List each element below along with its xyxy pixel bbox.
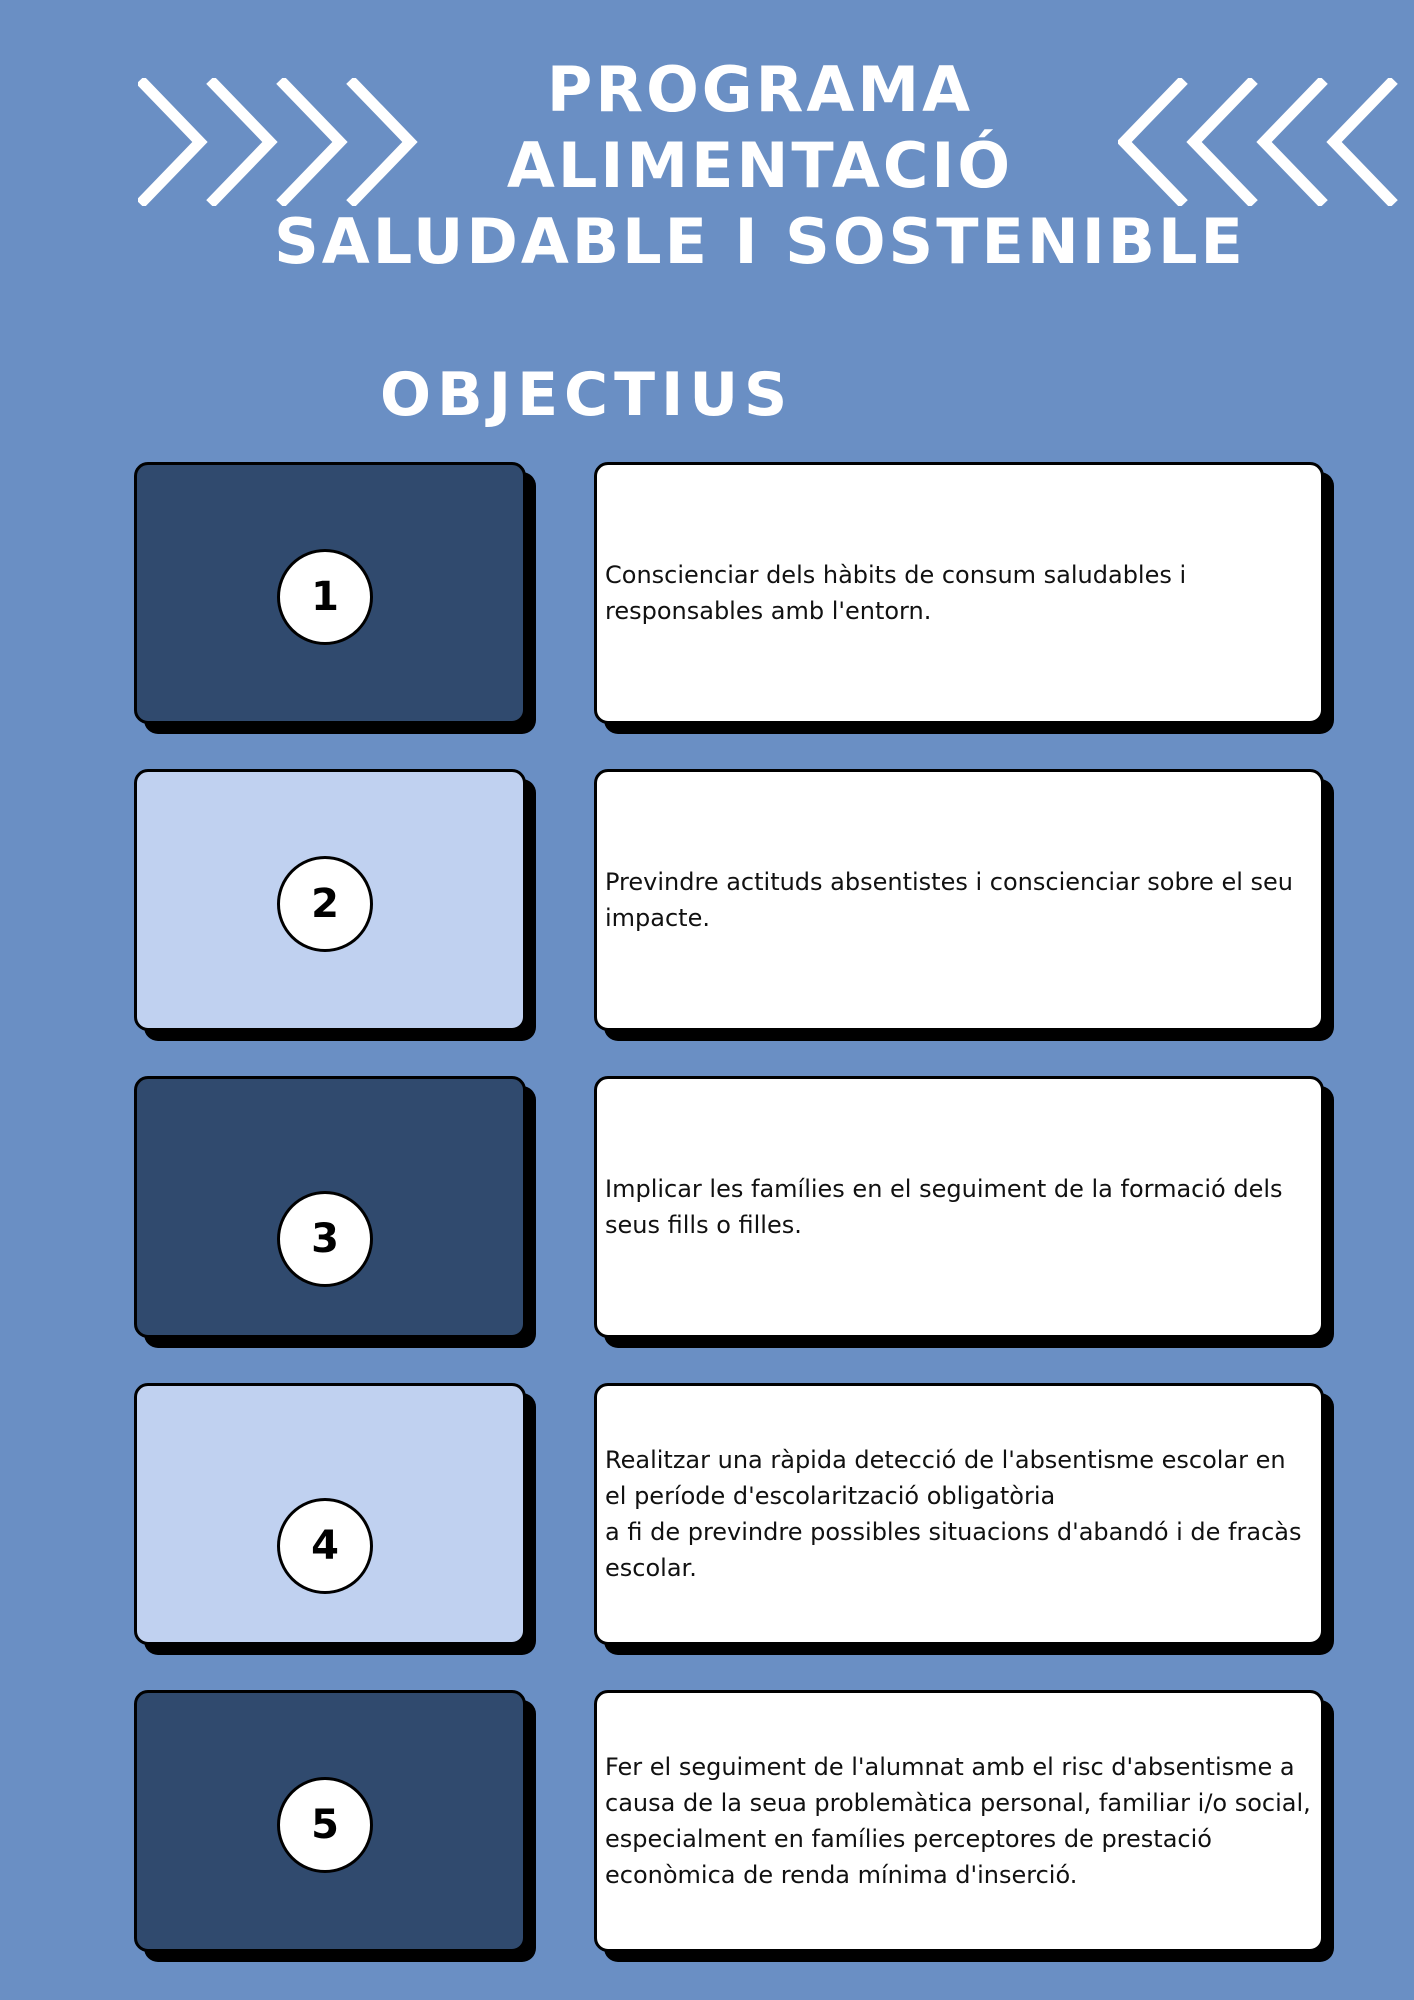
objective-number-badge: 2 — [277, 856, 373, 952]
page-title — [200, 52, 1320, 280]
objective-text: Implicar les famílies en el seguiment de la formació dels seus fills o filles. — [605, 1175, 1283, 1239]
objective-row-1 — [0, 462, 1414, 732]
objective-text: Fer el seguiment de l'alumnat amb el risc d'absentisme a causa de la seua problemàtica personal, familiar i/o social, especialment en famílies perceptores de prestació econòmica de renda mínima d'inserció. — [605, 1753, 1311, 1889]
objective-text: Realitzar una ràpida detecció de l'absentisme escolar en el període d'escolarització obligatòria a fi de previndre possibles situacions d'abandó i de fracàs escolar. — [605, 1446, 1302, 1582]
objective-text-card — [594, 1690, 1324, 1952]
objective-number-badge: 1 — [277, 549, 373, 645]
objective-text-card — [594, 1383, 1324, 1645]
title-line-3: SALUDABLE I SOSTENIBLE — [274, 205, 1246, 278]
objective-row-2 — [0, 769, 1414, 1039]
objective-number-card — [134, 1383, 526, 1645]
objective-row-4 — [0, 1383, 1414, 1653]
objective-row-3 — [0, 1076, 1414, 1346]
header — [0, 0, 1414, 300]
title-line-2: ALIMENTACIÓ — [506, 129, 1014, 202]
objective-text-card — [594, 462, 1324, 724]
objective-number-card — [134, 1690, 526, 1952]
objective-text: Previndre actituds absentistes i conscienciar sobre el seu impacte. — [605, 868, 1293, 932]
objective-number-badge: 5 — [277, 1777, 373, 1873]
section-title: OBJECTIUS — [380, 360, 794, 430]
objective-text-card — [594, 1076, 1324, 1338]
objective-number-card — [134, 462, 526, 724]
objective-text: Conscienciar dels hàbits de consum saludables i responsables amb l'entorn. — [605, 561, 1187, 625]
objective-text-card — [594, 769, 1324, 1031]
objective-row-5 — [0, 1690, 1414, 1960]
objective-number-card — [134, 769, 526, 1031]
objective-number-badge: 3 — [277, 1191, 373, 1287]
objective-number-badge: 4 — [277, 1498, 373, 1594]
objective-number-card — [134, 1076, 526, 1338]
title-line-1: PROGRAMA — [546, 53, 974, 126]
